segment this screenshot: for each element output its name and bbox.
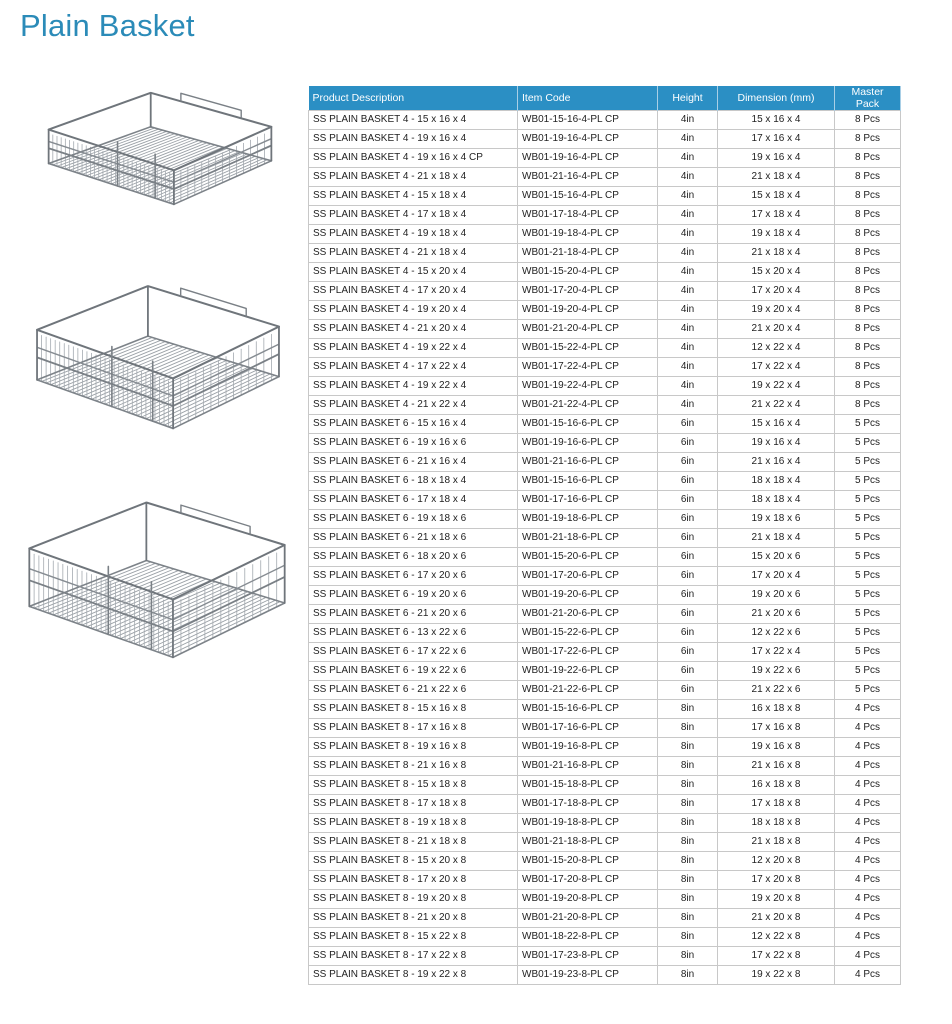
cell-item-code: WB01-17-18-4-PL CP [518, 206, 658, 225]
cell-master-pack: 4 Pcs [835, 795, 901, 814]
cell-item-code: WB01-15-18-8-PL CP [518, 776, 658, 795]
cell-dimension: 17 x 18 x 8 [718, 795, 835, 814]
cell-dimension: 21 x 16 x 4 [718, 453, 835, 472]
cell-master-pack: 4 Pcs [835, 966, 901, 985]
cell-master-pack: 5 Pcs [835, 643, 901, 662]
cell-item-code: WB01-17-16-6-PL CP [518, 491, 658, 510]
cell-item-code: WB01-17-16-6-PL CP [518, 719, 658, 738]
table-row [309, 472, 901, 491]
cell-height: 4in [658, 111, 718, 130]
cell-height: 8in [658, 947, 718, 966]
cell-height: 6in [658, 605, 718, 624]
cell-master-pack: 5 Pcs [835, 510, 901, 529]
cell-dimension: 15 x 16 x 4 [718, 111, 835, 130]
cell-product-description: SS PLAIN BASKET 4 - 15 x 18 x 4 [309, 187, 518, 206]
header-height: Height [658, 86, 718, 111]
cell-dimension: 21 x 18 x 4 [718, 168, 835, 187]
cell-product-description: SS PLAIN BASKET 4 - 17 x 18 x 4 [309, 206, 518, 225]
cell-item-code: WB01-19-16-6-PL CP [518, 434, 658, 453]
cell-master-pack: 5 Pcs [835, 681, 901, 700]
cell-dimension: 19 x 16 x 4 [718, 149, 835, 168]
cell-master-pack: 4 Pcs [835, 700, 901, 719]
cell-height: 6in [658, 510, 718, 529]
cell-height: 4in [658, 358, 718, 377]
cell-height: 4in [658, 130, 718, 149]
cell-product-description: SS PLAIN BASKET 4 - 15 x 16 x 4 [309, 111, 518, 130]
cell-height: 4in [658, 301, 718, 320]
cell-height: 6in [658, 586, 718, 605]
cell-product-description: SS PLAIN BASKET 4 - 17 x 22 x 4 [309, 358, 518, 377]
cell-dimension: 21 x 18 x 4 [718, 244, 835, 263]
cell-master-pack: 8 Pcs [835, 320, 901, 339]
cell-product-description: SS PLAIN BASKET 4 - 21 x 22 x 4 [309, 396, 518, 415]
cell-master-pack: 8 Pcs [835, 187, 901, 206]
cell-product-description: SS PLAIN BASKET 8 - 15 x 18 x 8 [309, 776, 518, 795]
cell-height: 4in [658, 263, 718, 282]
cell-master-pack: 5 Pcs [835, 472, 901, 491]
table-row [309, 206, 901, 225]
table-body [309, 111, 901, 985]
cell-master-pack: 8 Pcs [835, 377, 901, 396]
cell-master-pack: 4 Pcs [835, 928, 901, 947]
cell-item-code: WB01-19-20-4-PL CP [518, 301, 658, 320]
cell-height: 6in [658, 472, 718, 491]
cell-item-code: WB01-21-16-6-PL CP [518, 453, 658, 472]
table-row [309, 871, 901, 890]
cell-dimension: 15 x 20 x 4 [718, 263, 835, 282]
cell-height: 4in [658, 225, 718, 244]
cell-product-description: SS PLAIN BASKET 6 - 21 x 22 x 6 [309, 681, 518, 700]
table-row [309, 491, 901, 510]
cell-master-pack: 5 Pcs [835, 415, 901, 434]
cell-product-description: SS PLAIN BASKET 4 - 21 x 20 x 4 [309, 320, 518, 339]
cell-item-code: WB01-19-16-8-PL CP [518, 738, 658, 757]
page-title: Plain Basket [20, 8, 195, 43]
table-row [309, 187, 901, 206]
cell-item-code: WB01-21-20-4-PL CP [518, 320, 658, 339]
cell-dimension: 19 x 20 x 8 [718, 890, 835, 909]
cell-master-pack: 4 Pcs [835, 757, 901, 776]
cell-dimension: 15 x 20 x 6 [718, 548, 835, 567]
cell-height: 4in [658, 149, 718, 168]
cell-dimension: 17 x 16 x 4 [718, 130, 835, 149]
cell-master-pack: 5 Pcs [835, 434, 901, 453]
cell-item-code: WB01-17-23-8-PL CP [518, 947, 658, 966]
cell-height: 8in [658, 814, 718, 833]
table-row [309, 890, 901, 909]
cell-product-description: SS PLAIN BASKET 6 - 21 x 16 x 4 [309, 453, 518, 472]
cell-height: 4in [658, 187, 718, 206]
header-item-code: Item Code [518, 86, 658, 111]
cell-item-code: WB01-17-22-4-PL CP [518, 358, 658, 377]
cell-item-code: WB01-19-16-4-PL CP [518, 130, 658, 149]
cell-height: 8in [658, 871, 718, 890]
cell-height: 8in [658, 719, 718, 738]
cell-height: 8in [658, 909, 718, 928]
cell-item-code: WB01-15-16-4-PL CP [518, 187, 658, 206]
cell-master-pack: 4 Pcs [835, 852, 901, 871]
cell-master-pack: 8 Pcs [835, 206, 901, 225]
cell-item-code: WB01-19-23-8-PL CP [518, 966, 658, 985]
cell-dimension: 19 x 20 x 6 [718, 586, 835, 605]
table-row [309, 320, 901, 339]
table-row [309, 130, 901, 149]
cell-product-description: SS PLAIN BASKET 8 - 19 x 18 x 8 [309, 814, 518, 833]
cell-height: 6in [658, 662, 718, 681]
cell-product-description: SS PLAIN BASKET 4 - 17 x 20 x 4 [309, 282, 518, 301]
cell-height: 4in [658, 282, 718, 301]
cell-dimension: 16 x 18 x 8 [718, 776, 835, 795]
cell-master-pack: 8 Pcs [835, 396, 901, 415]
cell-master-pack: 4 Pcs [835, 719, 901, 738]
cell-dimension: 17 x 20 x 8 [718, 871, 835, 890]
cell-height: 8in [658, 890, 718, 909]
cell-height: 8in [658, 928, 718, 947]
cell-dimension: 21 x 22 x 4 [718, 396, 835, 415]
cell-item-code: WB01-15-22-6-PL CP [518, 624, 658, 643]
cell-master-pack: 4 Pcs [835, 909, 901, 928]
cell-product-description: SS PLAIN BASKET 8 - 19 x 16 x 8 [309, 738, 518, 757]
cell-item-code: WB01-15-20-4-PL CP [518, 263, 658, 282]
cell-product-description: SS PLAIN BASKET 4 - 19 x 22 x 4 [309, 339, 518, 358]
table-row [309, 567, 901, 586]
cell-master-pack: 8 Pcs [835, 339, 901, 358]
cell-item-code: WB01-19-20-8-PL CP [518, 890, 658, 909]
cell-height: 6in [658, 415, 718, 434]
cell-height: 4in [658, 168, 718, 187]
cell-master-pack: 4 Pcs [835, 833, 901, 852]
cell-height: 4in [658, 244, 718, 263]
table-row [309, 377, 901, 396]
cell-height: 6in [658, 529, 718, 548]
cell-master-pack: 8 Pcs [835, 282, 901, 301]
table-header-row [309, 86, 901, 111]
cell-master-pack: 4 Pcs [835, 814, 901, 833]
cell-height: 4in [658, 206, 718, 225]
cell-height: 6in [658, 681, 718, 700]
cell-master-pack: 5 Pcs [835, 453, 901, 472]
cell-item-code: WB01-21-16-8-PL CP [518, 757, 658, 776]
table-row [309, 358, 901, 377]
cell-dimension: 12 x 20 x 8 [718, 852, 835, 871]
table-row [309, 947, 901, 966]
table-row [309, 168, 901, 187]
table-row [309, 415, 901, 434]
table-row [309, 149, 901, 168]
table-row [309, 586, 901, 605]
table-row [309, 301, 901, 320]
header-product-description: Product Description [309, 86, 518, 111]
cell-product-description: SS PLAIN BASKET 6 - 18 x 18 x 4 [309, 472, 518, 491]
cell-item-code: WB01-15-20-8-PL CP [518, 852, 658, 871]
table-row [309, 605, 901, 624]
cell-product-description: SS PLAIN BASKET 4 - 19 x 18 x 4 [309, 225, 518, 244]
cell-dimension: 21 x 18 x 4 [718, 529, 835, 548]
cell-product-description: SS PLAIN BASKET 4 - 19 x 20 x 4 [309, 301, 518, 320]
cell-dimension: 19 x 16 x 8 [718, 738, 835, 757]
cell-item-code: WB01-21-18-8-PL CP [518, 833, 658, 852]
cell-product-description: SS PLAIN BASKET 8 - 17 x 22 x 8 [309, 947, 518, 966]
cell-height: 8in [658, 776, 718, 795]
table-row [309, 719, 901, 738]
table-row [309, 795, 901, 814]
cell-product-description: SS PLAIN BASKET 6 - 17 x 22 x 6 [309, 643, 518, 662]
cell-item-code: WB01-17-20-4-PL CP [518, 282, 658, 301]
cell-height: 4in [658, 320, 718, 339]
cell-item-code: WB01-15-16-6-PL CP [518, 700, 658, 719]
cell-product-description: SS PLAIN BASKET 4 - 19 x 16 x 4 [309, 130, 518, 149]
cell-dimension: 15 x 16 x 4 [718, 415, 835, 434]
cell-product-description: SS PLAIN BASKET 4 - 15 x 20 x 4 [309, 263, 518, 282]
table-row [309, 548, 901, 567]
cell-product-description: SS PLAIN BASKET 6 - 18 x 20 x 6 [309, 548, 518, 567]
cell-product-description: SS PLAIN BASKET 6 - 17 x 18 x 4 [309, 491, 518, 510]
table-row [309, 700, 901, 719]
cell-dimension: 12 x 22 x 4 [718, 339, 835, 358]
table-row [309, 909, 901, 928]
cell-master-pack: 4 Pcs [835, 776, 901, 795]
cell-product-description: SS PLAIN BASKET 4 - 21 x 18 x 4 [309, 168, 518, 187]
cell-product-description: SS PLAIN BASKET 8 - 15 x 22 x 8 [309, 928, 518, 947]
cell-item-code: WB01-21-18-4-PL CP [518, 244, 658, 263]
cell-item-code: WB01-21-22-6-PL CP [518, 681, 658, 700]
cell-product-description: SS PLAIN BASKET 6 - 15 x 16 x 4 [309, 415, 518, 434]
table-row [309, 738, 901, 757]
basket-8in-image [24, 494, 290, 664]
cell-dimension: 21 x 16 x 8 [718, 757, 835, 776]
cell-master-pack: 5 Pcs [835, 567, 901, 586]
cell-dimension: 19 x 22 x 6 [718, 662, 835, 681]
table-row [309, 852, 901, 871]
table-row [309, 434, 901, 453]
cell-height: 4in [658, 396, 718, 415]
cell-dimension: 19 x 16 x 4 [718, 434, 835, 453]
cell-master-pack: 5 Pcs [835, 491, 901, 510]
cell-item-code: WB01-19-22-6-PL CP [518, 662, 658, 681]
cell-product-description: SS PLAIN BASKET 8 - 21 x 16 x 8 [309, 757, 518, 776]
cell-height: 6in [658, 548, 718, 567]
table-row [309, 776, 901, 795]
cell-product-description: SS PLAIN BASKET 6 - 21 x 20 x 6 [309, 605, 518, 624]
cell-item-code: WB01-19-22-4-PL CP [518, 377, 658, 396]
basket-6in-image [32, 278, 284, 440]
cell-master-pack: 8 Pcs [835, 301, 901, 320]
cell-height: 8in [658, 795, 718, 814]
cell-dimension: 17 x 20 x 4 [718, 567, 835, 586]
cell-height: 8in [658, 700, 718, 719]
cell-dimension: 17 x 18 x 4 [718, 206, 835, 225]
cell-item-code: WB01-15-16-6-PL CP [518, 415, 658, 434]
cell-dimension: 19 x 18 x 6 [718, 510, 835, 529]
cell-product-description: SS PLAIN BASKET 8 - 17 x 16 x 8 [309, 719, 518, 738]
cell-height: 6in [658, 624, 718, 643]
cell-product-description: SS PLAIN BASKET 8 - 21 x 18 x 8 [309, 833, 518, 852]
cell-item-code: WB01-15-22-4-PL CP [518, 339, 658, 358]
cell-product-description: SS PLAIN BASKET 6 - 19 x 20 x 6 [309, 586, 518, 605]
cell-height: 4in [658, 377, 718, 396]
cell-height: 6in [658, 643, 718, 662]
cell-product-description: SS PLAIN BASKET 6 - 19 x 18 x 6 [309, 510, 518, 529]
cell-product-description: SS PLAIN BASKET 8 - 15 x 20 x 8 [309, 852, 518, 871]
table-row [309, 111, 901, 130]
cell-master-pack: 5 Pcs [835, 624, 901, 643]
cell-product-description: SS PLAIN BASKET 6 - 19 x 22 x 6 [309, 662, 518, 681]
cell-master-pack: 8 Pcs [835, 130, 901, 149]
cell-dimension: 17 x 22 x 4 [718, 358, 835, 377]
cell-product-description: SS PLAIN BASKET 8 - 19 x 20 x 8 [309, 890, 518, 909]
cell-height: 8in [658, 833, 718, 852]
cell-item-code: WB01-15-20-6-PL CP [518, 548, 658, 567]
cell-product-description: SS PLAIN BASKET 6 - 13 x 22 x 6 [309, 624, 518, 643]
table-row [309, 928, 901, 947]
cell-dimension: 21 x 20 x 8 [718, 909, 835, 928]
cell-master-pack: 8 Pcs [835, 263, 901, 282]
table-row [309, 282, 901, 301]
table-row [309, 681, 901, 700]
cell-dimension: 18 x 18 x 8 [718, 814, 835, 833]
cell-dimension: 15 x 18 x 4 [718, 187, 835, 206]
cell-item-code: WB01-19-18-6-PL CP [518, 510, 658, 529]
table-row [309, 453, 901, 472]
cell-height: 6in [658, 453, 718, 472]
cell-master-pack: 8 Pcs [835, 244, 901, 263]
cell-height: 8in [658, 966, 718, 985]
cell-master-pack: 8 Pcs [835, 149, 901, 168]
cell-dimension: 18 x 18 x 4 [718, 472, 835, 491]
cell-item-code: WB01-21-20-6-PL CP [518, 605, 658, 624]
cell-dimension: 21 x 20 x 6 [718, 605, 835, 624]
cell-master-pack: 8 Pcs [835, 358, 901, 377]
cell-height: 6in [658, 491, 718, 510]
header-master-pack: Master Pack [835, 86, 901, 111]
table-row [309, 510, 901, 529]
basket-4in-image [44, 86, 276, 222]
header-dimension: Dimension (mm) [718, 86, 835, 111]
cell-item-code: WB01-21-16-4-PL CP [518, 168, 658, 187]
cell-dimension: 19 x 18 x 4 [718, 225, 835, 244]
cell-product-description: SS PLAIN BASKET 8 - 17 x 20 x 8 [309, 871, 518, 890]
cell-master-pack: 4 Pcs [835, 738, 901, 757]
cell-dimension: 18 x 18 x 4 [718, 491, 835, 510]
cell-master-pack: 4 Pcs [835, 947, 901, 966]
cell-dimension: 17 x 22 x 4 [718, 643, 835, 662]
table-row [309, 263, 901, 282]
cell-product-description: SS PLAIN BASKET 8 - 19 x 22 x 8 [309, 966, 518, 985]
cell-dimension: 16 x 18 x 8 [718, 700, 835, 719]
cell-height: 4in [658, 339, 718, 358]
cell-item-code: WB01-19-18-8-PL CP [518, 814, 658, 833]
cell-height: 6in [658, 434, 718, 453]
cell-dimension: 19 x 20 x 4 [718, 301, 835, 320]
table-row [309, 814, 901, 833]
cell-height: 8in [658, 852, 718, 871]
table-row [309, 396, 901, 415]
cell-product-description: SS PLAIN BASKET 6 - 21 x 18 x 6 [309, 529, 518, 548]
cell-master-pack: 8 Pcs [835, 111, 901, 130]
cell-product-description: SS PLAIN BASKET 8 - 21 x 20 x 8 [309, 909, 518, 928]
cell-master-pack: 5 Pcs [835, 548, 901, 567]
cell-item-code: WB01-18-22-8-PL CP [518, 928, 658, 947]
product-table [308, 86, 901, 985]
cell-height: 8in [658, 757, 718, 776]
cell-product-description: SS PLAIN BASKET 4 - 21 x 18 x 4 [309, 244, 518, 263]
cell-item-code: WB01-21-20-8-PL CP [518, 909, 658, 928]
cell-master-pack: 8 Pcs [835, 168, 901, 187]
cell-item-code: WB01-15-16-4-PL CP [518, 111, 658, 130]
cell-height: 6in [658, 567, 718, 586]
table-row [309, 643, 901, 662]
table-row [309, 624, 901, 643]
product-table-wrap [308, 86, 900, 985]
cell-item-code: WB01-17-20-8-PL CP [518, 871, 658, 890]
table-row [309, 757, 901, 776]
cell-item-code: WB01-21-18-6-PL CP [518, 529, 658, 548]
cell-item-code: WB01-17-20-6-PL CP [518, 567, 658, 586]
table-row [309, 833, 901, 852]
cell-dimension: 12 x 22 x 6 [718, 624, 835, 643]
cell-item-code: WB01-15-16-6-PL CP [518, 472, 658, 491]
cell-product-description: SS PLAIN BASKET 6 - 19 x 16 x 6 [309, 434, 518, 453]
cell-dimension: 21 x 18 x 8 [718, 833, 835, 852]
cell-item-code: WB01-17-22-6-PL CP [518, 643, 658, 662]
cell-dimension: 21 x 22 x 6 [718, 681, 835, 700]
cell-dimension: 19 x 22 x 4 [718, 377, 835, 396]
table-row [309, 529, 901, 548]
table-row [309, 662, 901, 681]
cell-master-pack: 8 Pcs [835, 225, 901, 244]
cell-dimension: 12 x 22 x 8 [718, 928, 835, 947]
cell-dimension: 17 x 16 x 8 [718, 719, 835, 738]
cell-master-pack: 5 Pcs [835, 605, 901, 624]
cell-item-code: WB01-19-18-4-PL CP [518, 225, 658, 244]
cell-item-code: WB01-19-16-4-PL CP [518, 149, 658, 168]
table-row [309, 244, 901, 263]
cell-dimension: 21 x 20 x 4 [718, 320, 835, 339]
cell-master-pack: 5 Pcs [835, 586, 901, 605]
cell-dimension: 19 x 22 x 8 [718, 966, 835, 985]
table-row [309, 225, 901, 244]
cell-master-pack: 5 Pcs [835, 529, 901, 548]
cell-dimension: 17 x 22 x 8 [718, 947, 835, 966]
cell-master-pack: 5 Pcs [835, 662, 901, 681]
cell-item-code: WB01-21-22-4-PL CP [518, 396, 658, 415]
cell-master-pack: 4 Pcs [835, 871, 901, 890]
cell-product-description: SS PLAIN BASKET 4 - 19 x 22 x 4 [309, 377, 518, 396]
cell-item-code: WB01-17-18-8-PL CP [518, 795, 658, 814]
cell-item-code: WB01-19-20-6-PL CP [518, 586, 658, 605]
cell-product-description: SS PLAIN BASKET 8 - 15 x 16 x 8 [309, 700, 518, 719]
cell-master-pack: 4 Pcs [835, 890, 901, 909]
cell-product-description: SS PLAIN BASKET 4 - 19 x 16 x 4 CP [309, 149, 518, 168]
cell-height: 8in [658, 738, 718, 757]
table-row [309, 966, 901, 985]
cell-product-description: SS PLAIN BASKET 8 - 17 x 18 x 8 [309, 795, 518, 814]
cell-dimension: 17 x 20 x 4 [718, 282, 835, 301]
table-row [309, 339, 901, 358]
cell-product-description: SS PLAIN BASKET 6 - 17 x 20 x 6 [309, 567, 518, 586]
